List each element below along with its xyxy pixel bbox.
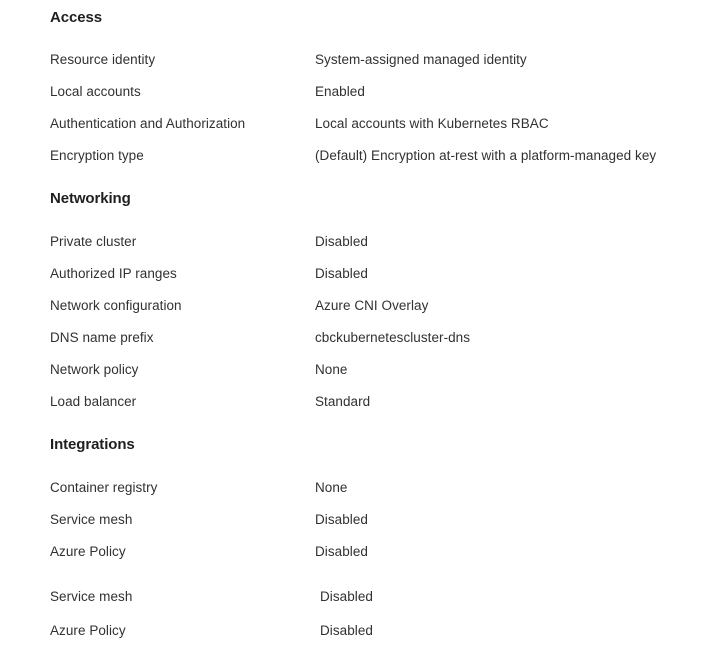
property-value: Enabled <box>315 84 365 99</box>
property-value: System-assigned managed identity <box>315 52 527 67</box>
property-label: Authorized IP ranges <box>50 266 177 281</box>
property-row-service-mesh-duplicate <box>0 588 704 608</box>
property-label: Azure Policy <box>50 544 126 559</box>
property-value: Disabled <box>315 234 368 249</box>
property-row-azure-policy <box>0 542 704 562</box>
property-value: None <box>315 480 348 495</box>
property-value: (Default) Encryption at-rest with a platform-managed key <box>315 148 657 163</box>
property-value: Azure CNI Overlay <box>315 298 429 313</box>
property-row-load-balancer <box>0 392 704 412</box>
property-label: Authentication and Authorization <box>50 116 246 131</box>
property-label: Encryption type <box>50 148 144 163</box>
section-heading-networking: Networking <box>50 190 131 207</box>
property-label: Service mesh <box>50 512 133 527</box>
property-row-encryption-type <box>0 146 704 166</box>
property-value: None <box>315 362 348 377</box>
property-label: Private cluster <box>50 234 137 249</box>
property-value: Disabled <box>315 266 368 281</box>
property-label: Service mesh <box>50 589 133 604</box>
property-label: Resource identity <box>50 52 156 67</box>
property-label: Azure Policy <box>50 623 126 638</box>
property-row-authentication-and-authorization <box>0 114 704 134</box>
property-label: Network configuration <box>50 298 182 313</box>
property-value: Disabled <box>315 544 368 559</box>
property-value: Local accounts with Kubernetes RBAC <box>315 116 549 131</box>
property-row-private-cluster <box>0 232 704 252</box>
property-row-local-accounts <box>0 82 704 102</box>
property-label: DNS name prefix <box>50 330 154 345</box>
property-value: Disabled <box>315 512 368 527</box>
property-row-service-mesh <box>0 510 704 530</box>
property-row-resource-identity <box>0 50 704 70</box>
property-row-network-policy <box>0 360 704 380</box>
property-value: Standard <box>315 394 371 409</box>
section-heading-access: Access <box>50 9 102 26</box>
property-value: Disabled <box>320 589 373 604</box>
property-label: Container registry <box>50 480 158 495</box>
property-label: Network policy <box>50 362 139 377</box>
property-label: Load balancer <box>50 394 137 409</box>
property-label: Local accounts <box>50 84 141 99</box>
property-value: Disabled <box>320 623 373 638</box>
property-value: cbckubernetescluster-dns <box>315 330 471 345</box>
property-row-network-configuration <box>0 296 704 316</box>
property-row-authorized-ip-ranges <box>0 264 704 284</box>
section-heading-integrations: Integrations <box>50 436 135 453</box>
property-row-azure-policy-duplicate <box>0 621 704 641</box>
property-row-container-registry <box>0 478 704 498</box>
property-row-dns-name-prefix <box>0 328 704 348</box>
